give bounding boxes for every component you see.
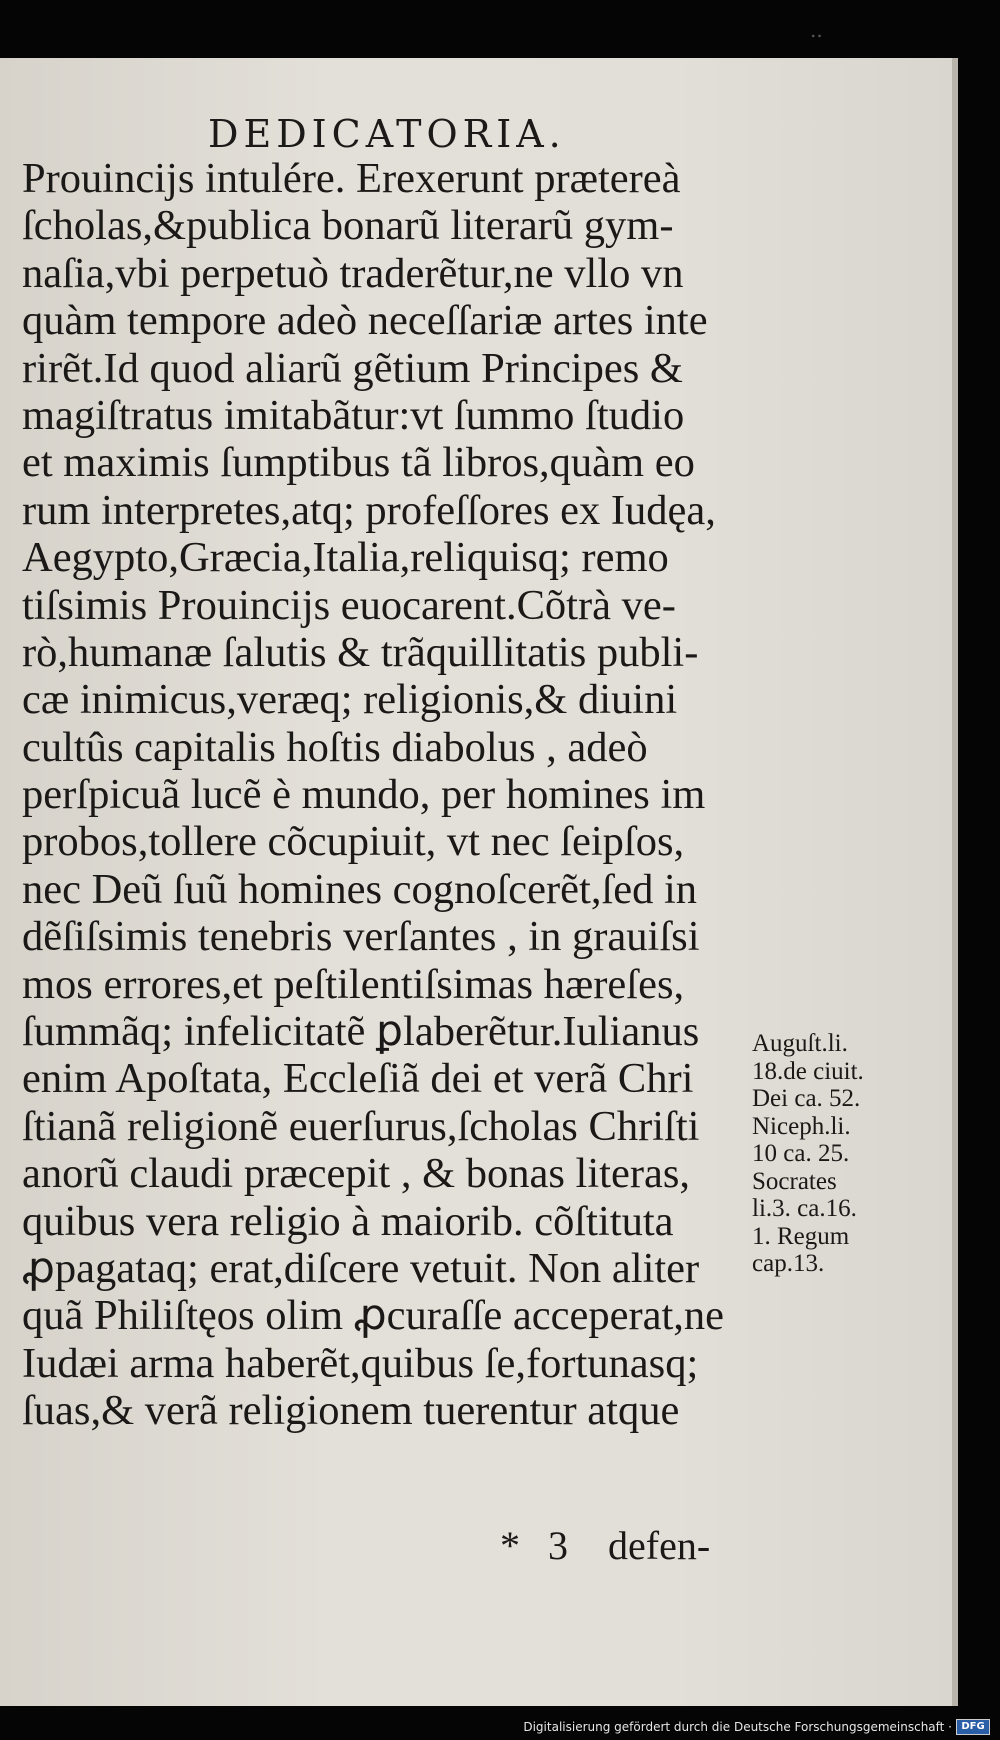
text-line: mos errores,et peſtilentiſsimas hæreſes,	[22, 960, 685, 1008]
text-line: ſuas,& verã religionem tuerentur atque	[22, 1387, 680, 1435]
margin-note: Socrates	[752, 1167, 837, 1195]
dfg-logo-icon: DFG	[956, 1719, 990, 1735]
margin-notes	[752, 1030, 922, 1278]
text-line: probos,tollere cõcupiuit, vt nec ſeipſos,	[22, 818, 685, 866]
body-text	[22, 155, 762, 1435]
text-line: et maximis ſumptibus tã libros,quàm eo	[22, 439, 695, 487]
text-line: rirẽt.Id quod aliarũ gẽtium Principes &	[22, 344, 683, 392]
text-line: magiſtratus imitabãtur:vt ſummo ſtudio	[22, 391, 685, 439]
text-line: rò,humanæ ſalutis & trãquillitatis publi-	[22, 628, 699, 676]
digitization-credit: Digitalisierung gefördert durch die Deutsche Forschungsgemeinschaft ·	[523, 1720, 952, 1734]
margin-note: 10 ca. 25.	[752, 1140, 850, 1167]
page-edge	[952, 58, 958, 1706]
text-line: nec Deũ ſuũ homines cognoſcerẽt,ſed in	[22, 865, 698, 913]
margin-note: Niceph.li.	[752, 1112, 851, 1140]
text-line: rum interpretes,atq; profeſſores ex Iudęa,	[22, 486, 716, 534]
margin-note: Dei ca. 52.	[752, 1085, 861, 1112]
text-line: Iudæi arma haberẽt,quibus ſe,fortunasq;	[22, 1339, 699, 1387]
text-line: ſummãq; infelicitatẽ ꝑlaberẽtur.Iulianus	[22, 1008, 700, 1056]
text-line: quã Philiſtęos olim ꝓcuraſſe acceperat,ne	[22, 1292, 725, 1340]
text-line: cæ inimicus,veræq; religionis,& diuini	[22, 676, 678, 724]
text-line: anorũ claudi præcepit , & bonas literas,	[22, 1150, 691, 1198]
text-line: naſia,vbi perpetuò traderẽtur,ne vllo vn	[22, 249, 684, 297]
margin-note: 1. Regum	[752, 1222, 850, 1250]
running-head: DEDICATORIA.	[208, 112, 566, 156]
text-line: quàm tempore adeò neceſſariæ artes inte	[22, 297, 708, 345]
signature-mark: * 3	[500, 1523, 568, 1568]
text-line: quibus vera religio à maiorib. cõſtituta	[22, 1197, 674, 1245]
text-line: Prouincijs intulére. Erexerunt prætereà	[22, 155, 681, 202]
margin-note: 18.de ciuit.	[752, 1057, 864, 1085]
text-line: perſpicuã lucẽ è mundo, per homines im	[22, 771, 706, 819]
margin-note: Auguſt.li.	[752, 1030, 848, 1057]
catchword: defen-	[608, 1523, 711, 1568]
text-line: cultûs capitalis hoſtis diabolus , adeò	[22, 723, 648, 771]
text-line: ſcholas,&publica bonarũ literarũ gym-	[22, 202, 674, 250]
text-line: dẽſiſsimis tenebris verſantes , in grauiſsi	[22, 913, 700, 961]
text-line: tiſsimis Prouincijs euocarent.Cõtrà ve-	[22, 581, 676, 629]
margin-note: li.3. ca.16.	[752, 1195, 857, 1222]
page-footer	[500, 1522, 750, 1569]
text-line: enim Apoſtata, Eccleſiã dei et verã Chri	[22, 1055, 694, 1103]
text-line: ſtianã religionẽ euerſurus,ſcholas Chriſti	[22, 1102, 700, 1150]
text-line: Aegypto,Græcia,Italia,reliquisq; remo	[22, 534, 669, 582]
text-line: ꝓpagataq; erat,diſcere vetuit. Non aliter	[22, 1244, 700, 1292]
margin-note: cap.13.	[752, 1250, 825, 1277]
corner-mark: ..	[810, 18, 823, 42]
